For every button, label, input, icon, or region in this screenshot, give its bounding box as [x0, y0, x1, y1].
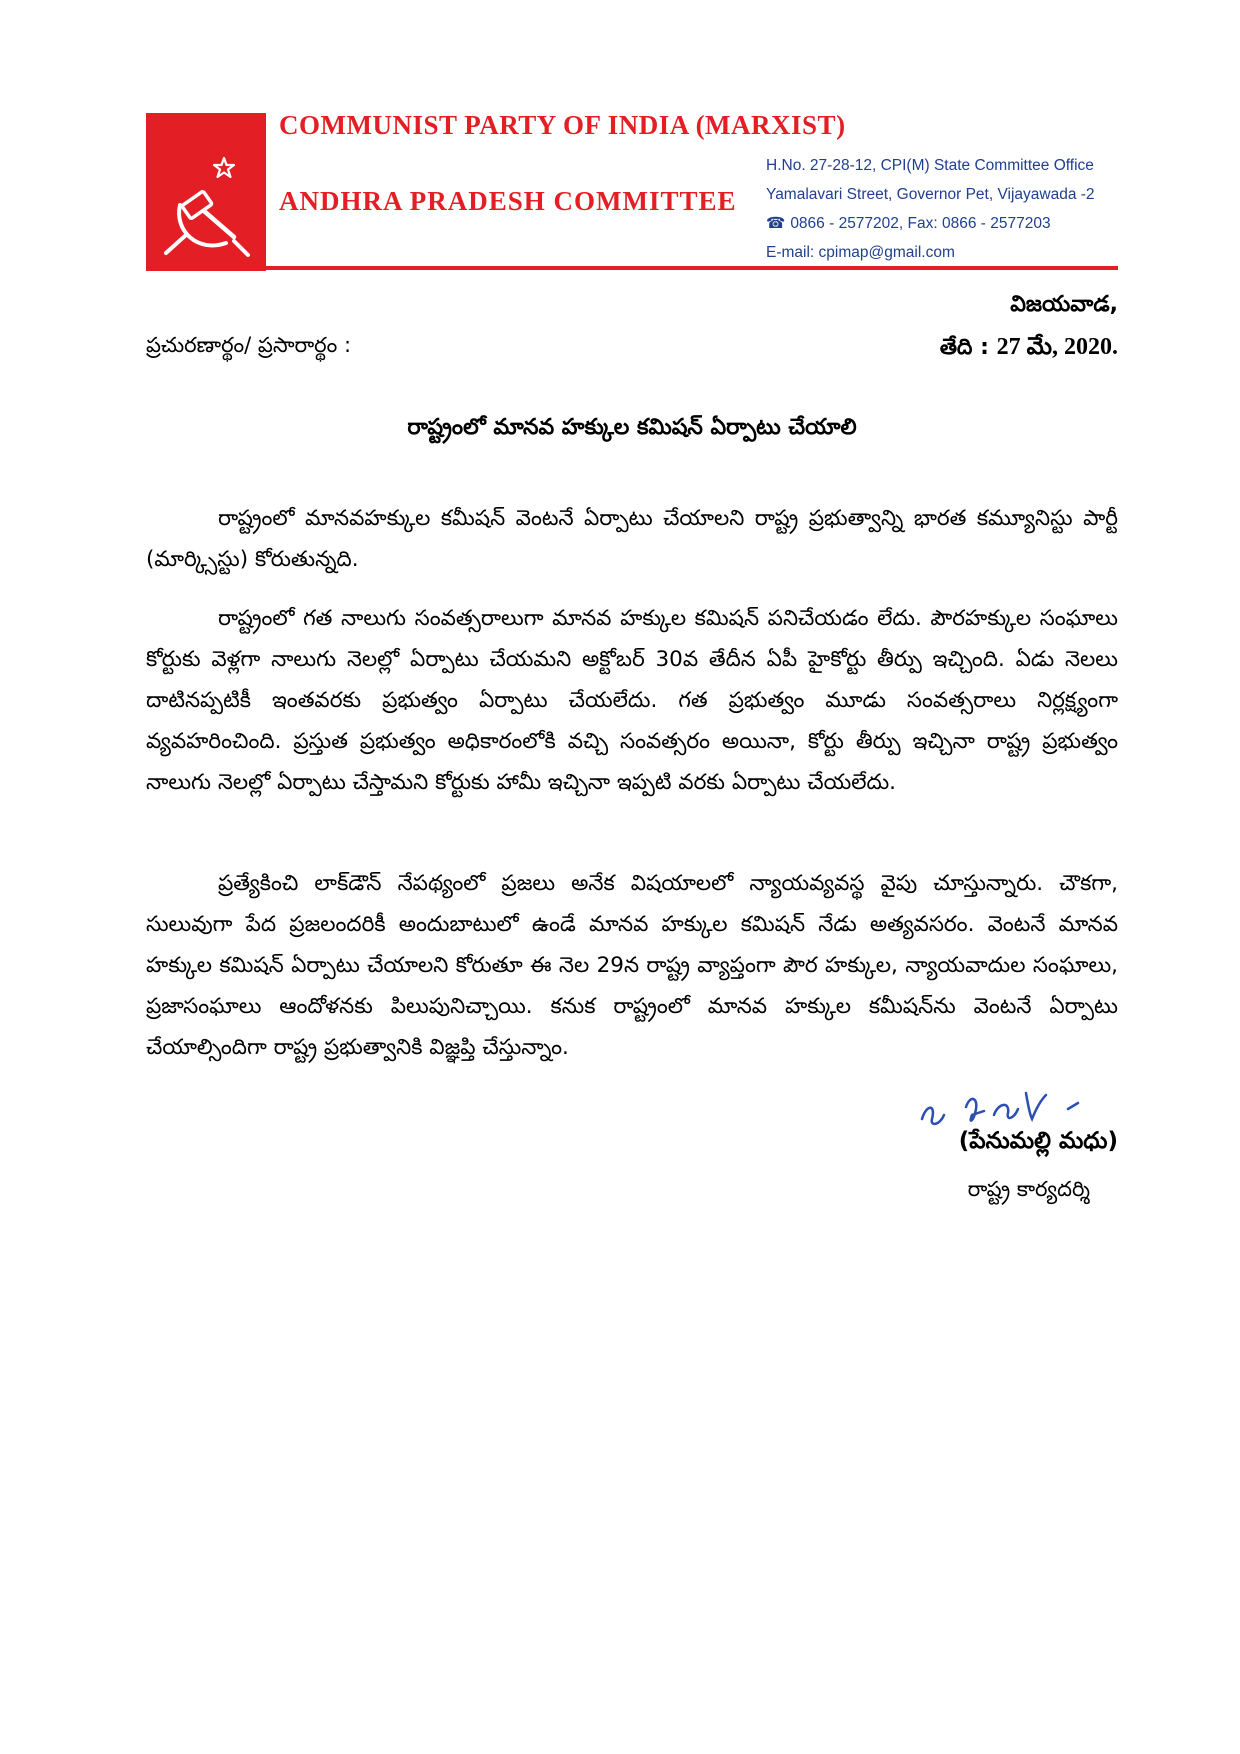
telephone-icon: ☎ [766, 215, 786, 232]
header-divider [266, 266, 1118, 270]
hammer-sickle-star-icon [146, 113, 266, 271]
signatory-title: రాష్ట్ర కార్యదర్శి [967, 1177, 1090, 1201]
headline: రాష్ట్రంలో మానవ హక్కుల కమిషన్ ఏర్పాటు చేయాలి [407, 415, 857, 440]
release-label: ప్రచురణార్థం/ ప్రసారార్థం : [146, 333, 352, 357]
email-line: E-mail: cpimap@gmail.com [766, 244, 955, 261]
paragraph-3: ప్రత్యేకించి లాక్‌డౌన్ నేపథ్యంలో ప్రజలు అనేక విషయాలలో న్యాయవ్యవస్థ వైపు చూస్తున్నారు. చౌకగా, సులువుగా పేద ప్రజలందరికీ అందుబాటులో ఉండే మానవ హక్కుల కమిషన్ నేడు అత్యవసరం. వెంటనే మానవ హక్కుల కమిషన్ ఏర్పాటు చేయాలని కోరుతూ ఈ నెల 29న రాష్ట్ర వ్యాప్తంగా పౌర హక్కుల, న్యాయవాదుల సంఘాలు, ప్రజాసంఘాలు ఆందోళనకు పిలుపునిచ్చాయి. కనుక రాష్ట్రంలో మానవ హక్కుల కమీషన్‌ను వెంటనే ఏర్పాటు చేయాల్సిందిగా రాష్ట్ర ప్రభుత్వానికి విజ్ఞప్తి చేస్తున్నాం. [146, 871, 1118, 1060]
paragraph-1: రాష్ట్రంలో మానవహక్కుల కమీషన్ వెంటనే ఏర్పాటు చేయాలని రాష్ట్ర ప్రభుత్వాన్ని భారత కమ్యూనిస్టు పార్టీ (మార్క్సిస్టు) కోరుతున్నది. [146, 506, 1118, 572]
date-label: తేది : [939, 335, 989, 360]
paragraph-2: రాష్ట్రంలో గత నాలుగు సంవత్సరాలుగా మానవ హక్కుల కమిషన్ పనిచేయడం లేదు. పౌరహక్కుల సంఘాలు కోర్టుకు వెళ్లగా నాలుగు నెలల్లో ఏర్పాటు చేయమని అక్టోబర్ 30వ తేదీన ఏపీ హైకోర్టు తీర్పు ఇచ్చింది. ఏడు నెలలు దాటినప్పటికీ ఇంతవరకు ప్రభుత్వం ఏర్పాటు చేయలేదు. గత ప్రభుత్వం మూడు సంవత్సరాలు నిర్లక్ష్యంగా వ్యవహరించింది. ప్రస్తుత ప్రభుత్వం అధికారంలోకి వచ్చి సంవత్సరం అయినా, కోర్టు తీర్పు ఇచ్చినా రాష్ట్ర ప్రభుత్వం నాలుగు నెలల్లో ఏర్పాటు చేస్తామని కోర్టుకు హామీ ఇచ్చినా ఇప్పటి వరకు ఏర్పాటు చేయలేదు. [146, 606, 1118, 795]
committee-name: ANDHRA PRADESH COMMITTEE [279, 186, 737, 216]
phone-fax-line [766, 213, 1126, 242]
place-label: విజయవాడ, [1010, 292, 1118, 317]
org-name: COMMUNIST PARTY OF INDIA (MARXIST) [279, 110, 846, 140]
date-line [940, 333, 1118, 366]
address-line-2: Yamalavari Street, Governor Pet, Vijayawada -2 [766, 186, 1095, 203]
date-value: 27 మే, 2020. [996, 334, 1118, 360]
address-line-1: H.No. 27-28-12, CPI(M) State Committee Office [766, 157, 1094, 174]
signatory-name: (పేనుమల్లి మధు) [958, 1128, 1118, 1154]
contact-block [766, 155, 1126, 271]
phone-fax-text: 0866 - 2577202, Fax: 0866 - 2577203 [790, 215, 1051, 232]
party-logo [146, 113, 266, 271]
